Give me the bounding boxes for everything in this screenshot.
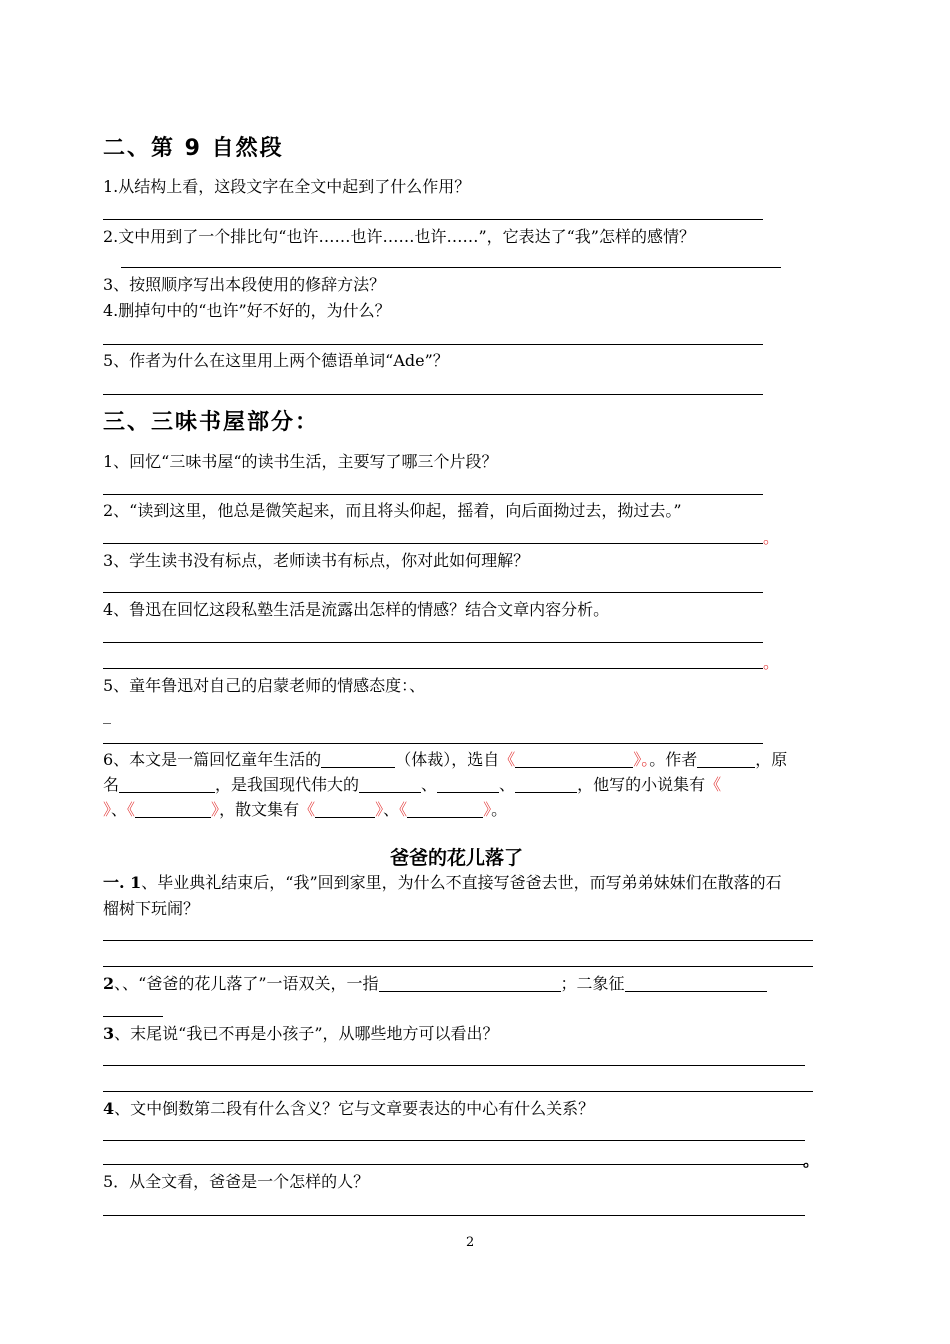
answer-line[interactable]: [103, 1164, 805, 1165]
answer-line[interactable]: [103, 543, 763, 544]
blank-source-book[interactable]: [515, 751, 633, 768]
answer-line[interactable]: [103, 1215, 805, 1216]
answer-line[interactable]: [103, 1091, 813, 1092]
period-mark: 。: [763, 528, 780, 547]
answer-line[interactable]: [103, 1140, 805, 1141]
question-text: 3、学生读书没有标点，老师读书有标点，你对此如何理解？: [103, 551, 530, 570]
page-number: 2: [466, 1235, 475, 1250]
question-text: 4、文中倒数第二段有什么含义？它与文章要表达的中心有什么关系？: [103, 1099, 595, 1118]
answer-line[interactable]: [103, 344, 763, 345]
answer-line[interactable]: [103, 642, 763, 643]
answer-line[interactable]: [103, 592, 763, 593]
question-text: 1.从结构上看，这段文字在全文中起到了什么作用？: [103, 177, 471, 196]
blank-identity-1[interactable]: [359, 776, 421, 793]
period-mark: 。: [763, 653, 780, 672]
question-text: 5、童年鲁迅对自己的启蒙老师的情感态度：、: [103, 676, 426, 695]
answer-line[interactable]: [103, 1065, 805, 1066]
blank-essay-collection-1[interactable]: [315, 801, 375, 818]
section-heading: 三、三味书屋部分：: [103, 410, 320, 435]
answer-line[interactable]: [103, 1016, 163, 1017]
fill-in-line-3: 》、《 》，散文集有《 》、《 》。: [103, 800, 508, 819]
question-text: 5、作者为什么在这里用上两个德语单词“Ade”？: [103, 351, 449, 370]
blank-genre[interactable]: [321, 751, 395, 768]
question-text: 一. 1、毕业典礼结束后，“我”回到家里，为什么不直接写爸爸去世，而写弟弟妹妹们在散落的石: [103, 873, 782, 892]
answer-line[interactable]: [103, 219, 763, 220]
question-text: 3、按照顺序写出本段使用的修辞方法？: [103, 275, 386, 294]
answer-line[interactable]: [103, 966, 813, 967]
question-text: 2、“读到这里，他总是微笑起来，而且将头仰起，摇着，向后面拗过去，拗过去。”: [103, 501, 682, 520]
question-text: 2、、“爸爸的花儿落了”一语双关，一指 ；二象征: [103, 974, 767, 994]
blank-meaning-2[interactable]: [625, 975, 767, 992]
question-text: 4、鲁迅在回忆这段私塾生活是流露出怎样的情感？结合文章内容分析。: [103, 600, 610, 619]
question-text: 2.文中用到了一个排比句“也许……也许……也许……”，它表达了“我”怎样的感情？: [103, 227, 695, 246]
section-heading: 二、第 9 自然段: [103, 136, 284, 161]
blank-dash: _: [103, 705, 111, 724]
blank-identity-2[interactable]: [437, 776, 499, 793]
question-text: 榴树下玩闹？: [103, 899, 200, 918]
answer-line[interactable]: [103, 668, 763, 669]
answer-line[interactable]: [103, 743, 763, 744]
blank-author[interactable]: [697, 751, 755, 768]
answer-line[interactable]: [103, 940, 813, 941]
question-text: 3、末尾说“我已不再是小孩子”，从哪些地方可以看出？: [103, 1024, 499, 1043]
fill-in-line-1: 6、本文是一篇回忆童年生活的 （体裁），选自《 》。。作者 ，原: [103, 750, 788, 769]
article-title: 爸爸的花儿落了: [390, 847, 524, 869]
fill-in-line-2: 名 ，是我国现代伟大的 、 、 ，他写的小说集有《: [103, 775, 722, 794]
answer-line[interactable]: [103, 394, 763, 395]
answer-line[interactable]: [121, 267, 781, 268]
question-text: 4.删掉句中的“也许”好不好的，为什么？: [103, 301, 391, 320]
blank-novel-collection-2[interactable]: [135, 801, 211, 818]
blank-meaning-1[interactable]: [379, 975, 561, 992]
answer-line[interactable]: [103, 494, 763, 495]
blank-original-name[interactable]: [119, 776, 215, 793]
question-text: 5．从全文看，爸爸是一个怎样的人？: [103, 1172, 370, 1191]
blank-essay-collection-2[interactable]: [407, 801, 483, 818]
question-text: 1、回忆“三味书屋“的读书生活，主要写了哪三个片段？: [103, 452, 498, 471]
period-mark: 。: [803, 1151, 820, 1170]
blank-identity-3[interactable]: [515, 776, 577, 793]
